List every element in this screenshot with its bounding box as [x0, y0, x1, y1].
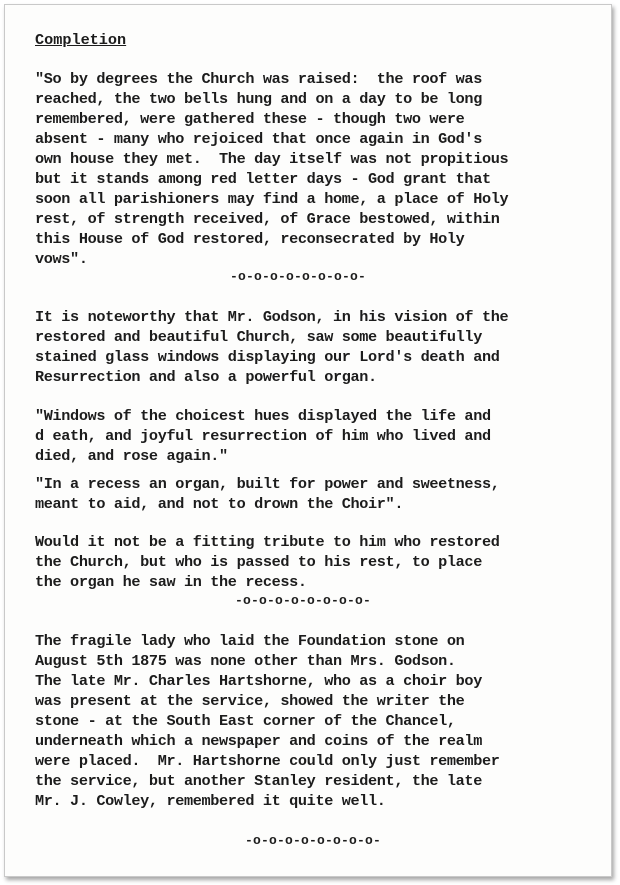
paragraph-foundation-stone: The fragile lady who laid the Foundation stone on August 5th 1875 was none other than Mrs. Godson. The late Mr. Charles Hartshorne, who as a choir boy was present at the service, showed the writer the stone - at the South East corner of the Chancel, underneath which a newspaper and coins of the realm were placed. Mr. Hartshorne could only just remember the service, but another Stanley resident, the late Mr. J. Cowley, remembered it quite well.: [35, 632, 500, 810]
paragraph-godson-vision: It is noteworthy that Mr. Godson, in his vision of the restored and beautiful Church, saw some beautifully stained glass windows displaying our Lord's death and Resurrection and also a powerful organ.: [35, 308, 509, 386]
page-title: Completion: [35, 31, 127, 49]
paragraph-organ-quote: "In a recess an organ, built for power and sweetness, meant to aid, and not to drown the Choir".: [35, 475, 500, 513]
section-divider-2: -o-o-o-o-o-o-o-o-: [235, 593, 372, 608]
section-divider-3: -o-o-o-o-o-o-o-o-: [245, 833, 382, 848]
section-divider-1: -o-o-o-o-o-o-o-o-: [230, 269, 367, 284]
paragraph-completion-quote: "So by degrees the Church was raised: the roof was reached, the two bells hung and on a day to be long remembered, were gathered these - though two were absent - many who rejoiced that once again in God's own house they met. The day itself was not propitious but it stands among red letter days - God grant that soon all parishioners may find a home, a place of Holy rest, of strength received, of Grace bestowed, within this House of God restored, reconsecrated by Holy vows".: [35, 70, 509, 268]
document-page: [4, 4, 612, 877]
paragraph-windows-quote: "Windows of the choicest hues displayed the life and d eath, and joyful resurrection of him who lived and died, and rose again.": [35, 407, 491, 465]
paragraph-fitting-tribute: Would it not be a fitting tribute to him who restored the Church, but who is passed to his rest, to place the organ he saw in the recess.: [35, 533, 500, 591]
